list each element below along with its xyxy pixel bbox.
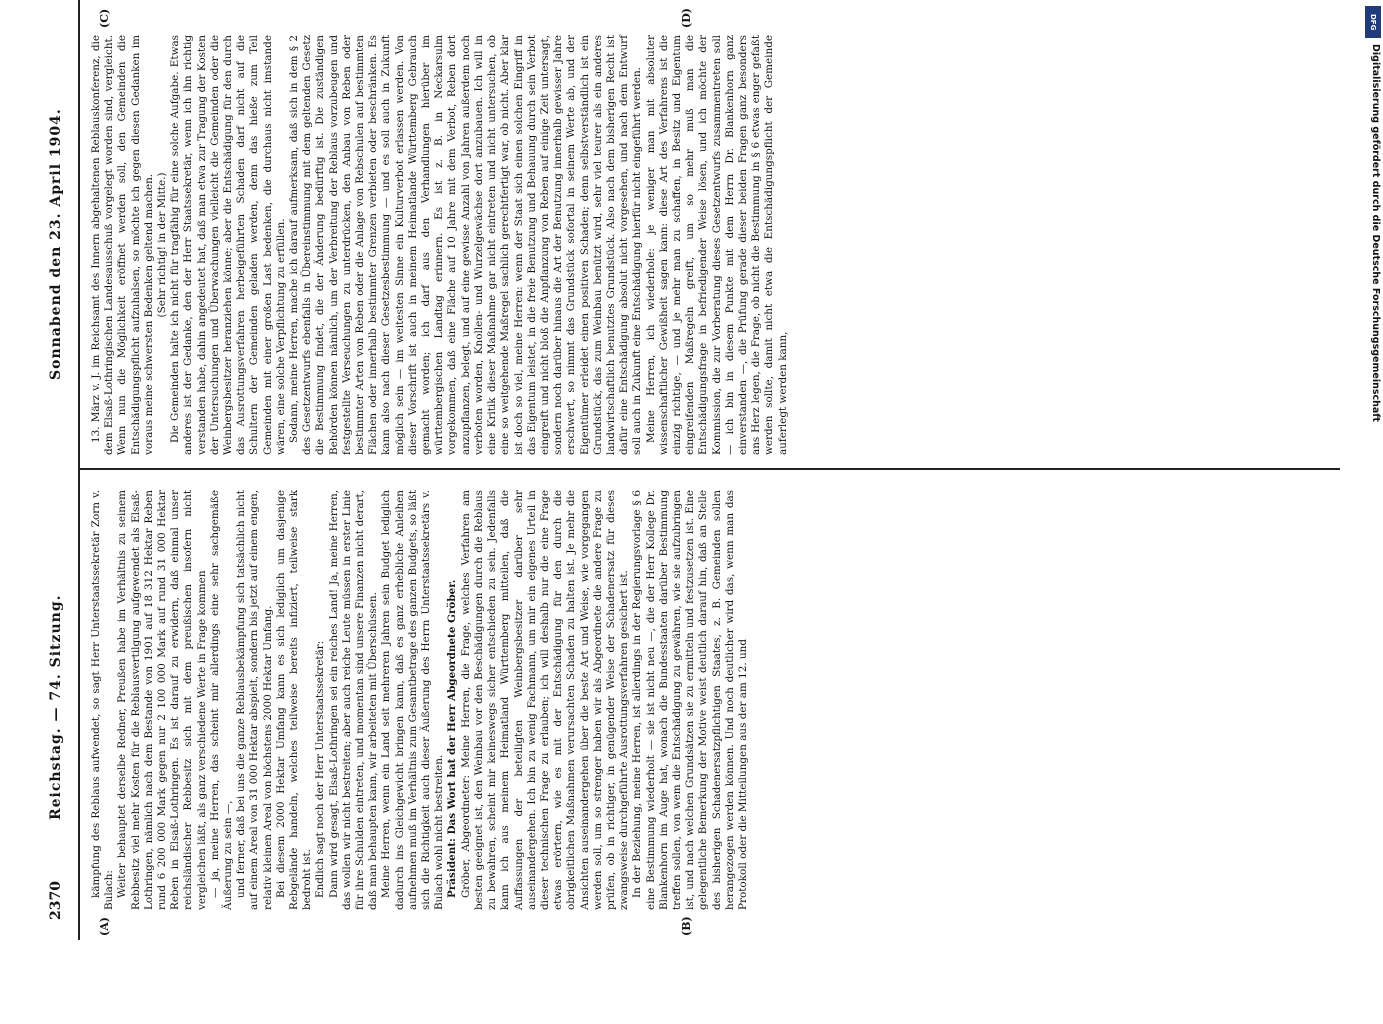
paragraph: Sodann, meine Herren, mache ich darauf aufmerksam, daß sich in dem § 2 des Gesetzentwurfs ebenfalls in Übereinstimmung mit dem geltenden Gesetz die Bestimmung findet, die der Änderung bedürftig ist. Die zuständigen Behörden können nämlich, um der Verbreitung der Reblaus vorzubeugen und festgestellte Verseuchungen zu unterdrücken, den Anbau von Reben oder bestimmter Arten von Reben oder die Anlage von Rebschulen auf bestimmten Flächen oder innerhalb bestimmter Grenzen verbieten oder beschränken. Es kann also nach dieser Gesetzesbestimmung — und es soll auch in Zukunft möglich sein — im weitesten Sinne ein Kulturverbot erlassen werden. Von dieser Vorschrift ist auch in meinem Heimatlande Württemberg Gebrauch gemacht worden; ich darf aus den Verhandlungen hierüber im württembergischen Landtag erinnern. Es ist z. B. in Neckarsulm vorgekommen, daß eine Fläche auf 10 Jahre mit dem Verbot, Reben dort anzupflanzen, belegt, und auf eine gewisse Anzahl von Jahren außerdem noch verboten worden, Knollen- und Wurzelgewächse dort anzubauen. Ich will in eine Kritik dieser Maßnahme gar nicht eintreten und nicht untersuchen, ob eine so weitgehende Maßregel sachlich gerechtfertigt war, ob nicht. Aber klar ist doch so viel, meine Herren: wenn der Staat sich einen solchen Eingriff in das Eigentum leistet, in die freie Benutzung und Behauung durch sein Verbot eingreift und nicht bloß die Anpflanzung von Reben auf einige Zeit untersagt, sondern noch darüber hinaus die Art der Benutzung innerhalb gewisser Jahre erschwert, so nimmt das Grundstück sofortal in seinem Werte ab, und der Eigentümer erleidet einen positiven Schaden; denn selbstverständlich ist ein Grundstück, das zum Weinbau benützt wird, sehr viel teurer als ein anderes landwirtschaftlich benutztes Grundstück. Also nach dem bisherigen Recht ist dafür eine Entschädigung absolut nicht vorgesehen, und nach dem Entwurf soll auch in Zukunft eine Entschädigung hierfür nicht eingeführt werden.: [288, 35, 644, 455]
column-left: [90, 490, 750, 910]
paragraph: und ferner, daß bei uns die ganze Reblausbekämpfung sich tatsächlich nicht auf einem Areal von 31 000 Hektar abspielt, sondern bis jetzt auf einem engen, relativ kleinen Areal von höchstens 2000 Hektar Umfang.: [235, 490, 274, 910]
rotated-page-content: [40, 0, 1383, 940]
margin-marker-c: (C): [98, 8, 111, 28]
session-title: Reichstag. — 74. Sitzung.: [48, 594, 64, 820]
column-right: [90, 35, 790, 455]
column-separator: [80, 468, 1340, 470]
paragraph: Die Gemeinden halte ich nicht für tragfähig für eine solche Aufgabe. Etwas anderes ist der Gedanke, den der Herr Staatssekretär, wenn ich ihn richtig verstanden habe, dahin angedeutet hat, daß man etwa zur Tragung der Kosten der Untersuchungen und Überwachungen vielleicht die Gemeinden oder die Weinbergsbesitzer heranziehen könne; aber die Entschädigung für den durch das Ausrottungsverfahren herbeigeführten Schaden darf nicht auf die Schultern der Gemeinden geladen werden, denn das hieße zum Teil Gemeinden mit einer großen Last bedenken, die durchaus nicht imstande wären, eine solche Verpflichtung zu erfüllen.: [169, 35, 287, 455]
paragraph: Weiter behauptet derselbe Redner, Preußen habe im Verhältnis zu seinem Rebbesitz viel mehr Kosten für die Reblausvertilgung aufgewendet als Elsaß-Lothringen, nämlich nach dem Bestande von 1901 auf 18 312 Hektar Reben rund 6 200 000 Mark gegen nur 2 100 000 Mark auf rund 31 000 Hektar Reben in Elsaß-Lothringen. Es ist darauf zu erwidern, daß einmal unser reichsländischer Rebbesitz sich mit dem preußischen insofern nicht vergleichen läßt, als ganz verschiedene Werte in Frage kommen: [116, 490, 208, 910]
paragraph: In der Beziehung, meine Herren, ist allerdings in der Regierungsvorlage § 6 eine Bestimmung wiederholt — sie ist nicht neu —, die der Herr Kollege Dr. Blankenhorn im Auge hat, wonach die Bundesstaaten darüber Bestimmung treffen sollen, von wem die Entschädigung zu gewähren, wie sie aufzubringen ist, und nach welchen Grundsätzen sie zu ermitteln und festzusetzen ist. Eine gelegentliche Bemerkung der Motive weist deutlich darauf hin, daß an Stelle des bisherigen Schadenersatzpflichtigen Staates, z. B. Gemeinden sollen herangezogen werden können. Und noch deutlicher wird das, wenn man das Protokoll oder die Mitteilungen aus der am 12. und: [631, 490, 749, 910]
margin-marker-b: (B): [680, 916, 693, 936]
header-rule: [78, 0, 80, 940]
side-credit: [1367, 44, 1381, 1024]
running-header: [40, 0, 80, 940]
digitization-credit: Digitalisierung gefördert durch die Deutsche Forschungsgemeinschaft: [1370, 44, 1381, 422]
margin-marker-d: (D): [680, 8, 693, 28]
paragraph: Meine Herren, ich wiederhole: je weniger man mit absoluter wissenschaftlicher Gewißheit sagen kann: diese Art des Verfahrens ist die einzig richtige, — und je mehr man zu schaffen, in Besitz und Eigentum eingreifenden Maßregeln greift, um so mehr muß man die Entschädigungsfrage in befriedigender Weise lösen, und ich möchte der Kommission, die zur Vorberatung dieses Gesetzentwurfs zusammentreten soll — ich bin in diesem Punkte mit dem Herrn Dr. Blankenhorn ganz einverstanden —, die Prüfung gerade dieser beiden Fragen ganz besonders ans Herz legen, die Frage, ob nicht die Bestimmung in § 6 etwas enger gefaßt werden sollte, damit nicht etwa die Entschädigungspflicht der Gemeinde auferlegt werden kann,: [644, 35, 789, 455]
paragraph: Gröber, Abgeordneter: Meine Herren, die Frage, welches Verfahren am besten geeignet ist, den Weinbau vor den Beschädigungen durch die Reblaus zu bewahren, scheint mir keineswegs sicher entschieden zu sein. Jedenfalls kann ich aus meinem Heimatland Württemberg mitteilen, daß die Auffassungen der beteiligten Weinbergsbesitzer darüber sehr auseinandergehen. Ich bin zu wenig Fachmann, um mir ein eigenes Urteil in dieser technischen Frage zu erlauben; ich will deshalb nur die eine Frage etwas erörtern, wie es mit der Entschädigung für den durch die obrigkeitlichen Maßnahmen verursachten Schaden zu halten ist. Je mehr die Ansichten auseinandergehen über die beste Art und Weise, wie vorgegangen werden soll, um so strenger haben wir als Abgeordnete die andere Frage zu prüfen, ob in richtiger, in genügender Weise der Schadenersatz für dieses zwangsweise durchgeführte Ausrottungsverfahren gesichert ist.: [459, 490, 631, 910]
page-number: 2370: [48, 881, 64, 920]
paragraph: Meine Herren, wenn ein Land seit mehreren Jahren sein Budget lediglich dadurch ins Gleichgewicht bringen kann, daß es ganz erhebliche Anleihen aufnehmen muß im Verhältnis zum Gesamtbetrage des ganzen Budgets, so läßt sich die Richtigkeit auch dieser Äußerung des Herrn Unterstaatssekretärs v. Bulach wohl nicht bestreiten.: [380, 490, 446, 910]
paragraph: — ja, meine Herren, das scheint mir allerdings eine sehr sachgemäße Äußerung zu sein —,: [208, 490, 235, 910]
speaker-line: Präsident: Das Wort hat der Herr Abgeordnete Gröber.: [446, 579, 459, 898]
dfg-logo: DFG: [1365, 6, 1381, 38]
margin-marker-a: (A): [98, 917, 111, 936]
paragraph: Dann wird gesagt, Elsaß-Lothringen sei ein reiches Land! Ja, meine Herren, das wollen wir nicht bestreiten; aber auch reiche Leute müssen in erster Linie für ihre Schulden eintreten, und momentan sind unsere Finanzen nicht derart, daß man behaupten kann, wir arbeiteten mit Überschüssen.: [327, 490, 380, 910]
paragraph: Bei diesem 2000 Hektar Umfang kann es sich lediglich um dasjenige Rebgelände handeln, welches teilweise bereits infiziert, teilweise stark bedroht ist.: [274, 490, 314, 910]
session-date: Sonnabend den 23. April 1904.: [48, 108, 64, 380]
interjection: (Sehr richtig! in der Mitte.): [156, 172, 169, 318]
paragraph: kämpfung des Reblaus aufwendet, so sagt Herr Unterstaatssekretär Zorn v. Bulach:: [90, 490, 116, 910]
paragraph: Endlich sagt noch der Herr Unterstaatssekretär:: [314, 640, 327, 898]
paragraph: 13. März v. J. im Reichsamt des Innern abgehaltenen Reblauskonferenz, die dem Elsaß-Lothringischen Landesausschuß vorgelegt worden sind, vergleicht. Wenn nun die Möglichkeit eröffnet werden soll, den Gemeinden die Entschädigungspflicht aufzuhalsen, so möchte ich gegen diesen Gedanken im voraus meine schwersten Bedenken geltend machen.: [90, 35, 155, 455]
